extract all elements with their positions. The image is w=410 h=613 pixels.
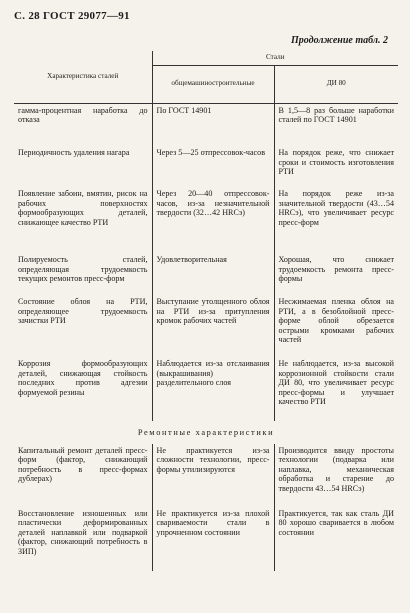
cell-general: По ГОСТ 14901 xyxy=(152,103,274,146)
cell-characteristic: Капитальный ремонт деталей пресс-форм (фактор, снижающий потребность в пресс-формах дублерах) xyxy=(14,444,152,507)
cell-characteristic: Состояние облоя на РТИ, определяющее трудоемкость зачистки РТИ xyxy=(14,295,152,357)
column-header-steels: Стали xyxy=(152,51,398,65)
cell-di80: Несжимаемая пленка облоя на РТИ, а в безоблойной пресс-форме облой обрезается острыми кромками рабочих частей xyxy=(278,297,394,345)
cell-di80: Практикуется, так как сталь ДИ 80 хорошо сваривается в любом состоянии xyxy=(278,508,394,537)
table-row xyxy=(14,187,398,253)
cell-characteristic: гамма-процентная наработка до отказа xyxy=(14,103,152,146)
cell-characteristic: Появление забоин, вмятин, рисок на рабочих поверхностях формообразующих деталей, снижающее качество РТИ xyxy=(14,187,152,253)
cell-general: Через 20—40 отпрессовок-часов, из-за незначительной твердости (32…42 HRCэ) xyxy=(152,187,274,253)
column-header-di80: ДИ 80 xyxy=(274,65,398,103)
cell-general: Выступание утолщенного облоя на РТИ из-за притупления кромок рабочих частей xyxy=(152,295,274,357)
table-row xyxy=(14,444,398,507)
section-title-repair: Ремонтные характеристики xyxy=(137,428,275,438)
table-row xyxy=(14,253,398,295)
cell-characteristic: Полируемость сталей, определяющая трудоемкость текущих ремонтов пресс-форм xyxy=(14,253,152,295)
cell-general: Наблюдается из-за отслаивания (выкрашивания) разделительного слоя xyxy=(152,357,274,421)
table-continuation-label: Продолжение табл. 2 xyxy=(290,35,388,46)
column-header-general-steels: общемашиностроительные xyxy=(152,65,274,103)
cell-di80: Хорошая, что снижает трудоемкость ремонта пресс-формы xyxy=(278,255,394,284)
cell-di80: Производится ввиду простоты технологии (подварка или наплавка, механическая обработка и старение до твердости 43…54 HRCэ) xyxy=(278,445,394,494)
cell-characteristic: Периодичность удаления нагара xyxy=(14,146,152,187)
table-row xyxy=(14,103,398,146)
cell-di80: Не наблюдается, из-за высокой коррозионной стойкости стали ДИ 80, что увеличивает ресурс пресс-формы и улучшает качество РТИ xyxy=(278,359,394,407)
table-row xyxy=(14,357,398,421)
cell-general: Не практикуется из-за сложности технологии, пресс-формы утилизируются xyxy=(152,444,274,507)
page-number: С. 28 ГОСТ 29077—91 xyxy=(14,10,130,22)
cell-di80: В 1,5—8 раз больше наработки сталей по ГОСТ 14901 xyxy=(278,105,394,125)
table-row xyxy=(14,295,398,357)
cell-general: Не практикуется из-за плохой свариваемости стали в упрочненном состоянии xyxy=(152,507,274,571)
cell-characteristic: Восстановление изношенных или пластически деформированных деталей наплавкой или подваркой (фактор, снижающий потребность в ЗИП) xyxy=(14,507,152,571)
cell-general: Через 5—25 отпрессовок-часов xyxy=(152,146,274,187)
table-row xyxy=(14,146,398,187)
table-row xyxy=(14,507,398,571)
steel-comparison-table xyxy=(14,51,398,571)
cell-characteristic: Коррозия формообразующих деталей, снижающая стойкость последних против адгезии формуемой резины xyxy=(14,357,152,421)
cell-di80: На порядок реже, что снижает сроки и стоимость изготовления РТИ xyxy=(278,148,394,177)
cell-general: Удовлетворительная xyxy=(152,253,274,295)
column-header-characteristic: Характеристика сталей xyxy=(14,51,152,103)
cell-di80: На порядок реже из-за значительной твердости (43…54 HRCэ), что увеличивает ресурс пресс-форм xyxy=(278,189,394,227)
section-row xyxy=(14,421,398,444)
